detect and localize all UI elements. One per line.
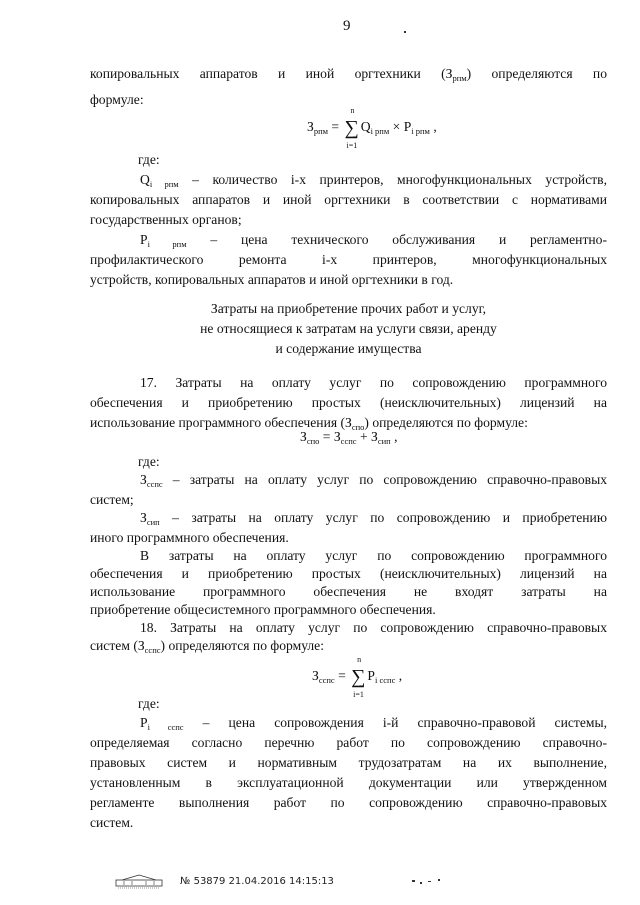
- subscript: сип: [146, 517, 160, 527]
- paragraph-line: обеспечения и приобретению простых (неисключительных) лицензий на: [90, 566, 607, 581]
- formula-operator: ,: [395, 668, 403, 683]
- sum-lower-limit: i=1: [353, 690, 364, 699]
- section-heading-line: не относящиеся к затратам на услуги связи, аренду: [200, 321, 497, 336]
- sum-upper-limit: n: [350, 106, 355, 115]
- subscript: рпм: [313, 126, 328, 136]
- text-span: – затраты на оплату услуг по сопровождению и приобретению: [159, 510, 607, 525]
- text-span: – затраты на оплату услуг по сопровождению справочно-правовых: [162, 472, 607, 487]
- where-label: где:: [138, 152, 160, 167]
- subscript: i рпм: [370, 126, 390, 136]
- sum-symbol: ∑ n i=1: [344, 106, 359, 150]
- paragraph-line: 17. Затраты на оплату услуг по сопровождению программного: [140, 375, 607, 390]
- section-heading-line: Затраты на приобретение прочих работ и услуг,: [210, 301, 487, 316]
- scan-speck: [404, 31, 406, 33]
- definition-line: регламенте выполнения работ по сопровождению справочно-правовых: [90, 795, 607, 810]
- text-span: систем (З: [90, 638, 145, 653]
- definition-line: государственных органов;: [90, 212, 242, 227]
- where-label: где:: [138, 696, 160, 711]
- where-label: где:: [138, 454, 160, 469]
- registration-stamp: № 53879 21.04.2016 14:15:13: [180, 876, 334, 887]
- paragraph-line: формуле:: [90, 92, 144, 107]
- formula-operator: =: [334, 668, 350, 683]
- subscript: i сспс: [374, 675, 396, 685]
- definition-line: устройств, копировальных аппаратов и иной оргтехники в год.: [90, 272, 454, 287]
- formula-symbol: P: [140, 715, 148, 730]
- formula-symbol: P: [403, 119, 412, 134]
- text-span: – количество i-х принтеров, многофункциональных устройств,: [178, 172, 607, 187]
- definition-line: [140, 470, 607, 490]
- subscript: сспс: [318, 675, 335, 685]
- scan-speck: [412, 880, 415, 882]
- section-heading-line: и содержание имущества: [275, 341, 422, 356]
- subscript: сип: [377, 436, 391, 446]
- definition-line: установленным в эксплуатационной документации или утвержденном: [90, 775, 607, 790]
- formula-symbol: З: [307, 119, 314, 134]
- definition-line: [140, 508, 607, 528]
- formula-symbol: Q: [140, 172, 150, 187]
- paragraph-line: использование программного обеспечения не входят затраты на: [90, 584, 607, 599]
- subscript: i рпм: [149, 179, 179, 189]
- formula-operator: ,: [390, 429, 398, 444]
- definition-line: профилактического ремонта i-х принтеров, многофункциональных: [90, 252, 607, 267]
- formula-symbol: З: [140, 472, 147, 487]
- paragraph-line: [90, 64, 607, 84]
- sum-symbol: ∑ n i=1: [351, 655, 366, 699]
- formula-symbol: P: [140, 232, 148, 247]
- formula-zrpm: [307, 106, 437, 150]
- formula-operator: ×: [389, 119, 404, 134]
- registry-logo: [112, 874, 166, 890]
- subscript: рпм: [452, 73, 467, 83]
- sum-upper-limit: n: [357, 655, 362, 664]
- paragraph-line: [90, 636, 324, 656]
- definition-line: [140, 170, 607, 190]
- formula-zspo: [300, 429, 398, 445]
- page-number: 9: [343, 18, 351, 34]
- formula-zsspc: [312, 655, 403, 699]
- formula-operator: ,: [429, 119, 437, 134]
- text-span: ) определяются по формуле:: [364, 415, 528, 430]
- definition-line: систем.: [90, 815, 134, 830]
- subscript: i сспс: [147, 722, 184, 732]
- definition-line: копировальных аппаратов и иной оргтехники в соответствии с нормативами: [90, 192, 607, 207]
- definition-line: иного программного обеспечения.: [90, 530, 289, 545]
- formula-operator: +: [356, 429, 372, 444]
- subscript: сспс: [340, 436, 357, 446]
- formula-symbol: P: [367, 668, 375, 683]
- formula-symbol: З: [140, 510, 147, 525]
- paragraph-line: В затраты на оплату услуг по сопровождению программного: [140, 548, 607, 563]
- paragraph-line: 18. Затраты на оплату услуг по сопровождению справочно-правовых: [140, 620, 607, 635]
- definition-line: [140, 230, 607, 250]
- subscript: сспс: [144, 645, 161, 655]
- formula-operator: =: [328, 119, 343, 134]
- text-span: использование программного обеспечения (З: [90, 415, 352, 430]
- text-span: – цена сопровождения i-й справочно-правовой системы,: [183, 715, 608, 730]
- formula-symbol: З: [312, 668, 319, 683]
- definition-line: [140, 713, 607, 733]
- definition-line: правовых систем и нормативным трудозатратам на их выполнение,: [90, 755, 607, 770]
- sum-lower-limit: i=1: [346, 141, 358, 150]
- text-span: – цена технического обслуживания и регламентно-: [186, 232, 607, 247]
- definition-line: определяемая согласно перечню работ по сопровождению справочно-: [90, 735, 607, 750]
- subscript: сспс: [146, 479, 163, 489]
- scan-speck: [428, 881, 431, 882]
- formula-symbol: З: [300, 429, 307, 444]
- paragraph-line: приобретение общесистемного программного обеспечения.: [90, 602, 436, 617]
- formula-symbol: З: [333, 429, 341, 444]
- paragraph-line: обеспечения и приобретению простых (неисключительных) лицензий на: [90, 395, 607, 410]
- definition-line: систем;: [90, 492, 134, 507]
- scan-speck: [438, 879, 440, 881]
- scan-speck: [420, 882, 422, 884]
- formula-symbol: З: [371, 429, 378, 444]
- formula-symbol: Q: [360, 119, 371, 134]
- text-span: ) определяются по: [466, 66, 607, 81]
- subscript: спо: [351, 422, 365, 432]
- subscript: i рпм: [147, 239, 187, 249]
- text-span: копировальных аппаратов и иной оргтехники (З: [90, 66, 453, 81]
- formula-operator: =: [319, 429, 334, 444]
- subscript: спо: [306, 436, 320, 446]
- text-span: ) определяются по формуле:: [160, 638, 324, 653]
- subscript: i рпм: [411, 126, 430, 136]
